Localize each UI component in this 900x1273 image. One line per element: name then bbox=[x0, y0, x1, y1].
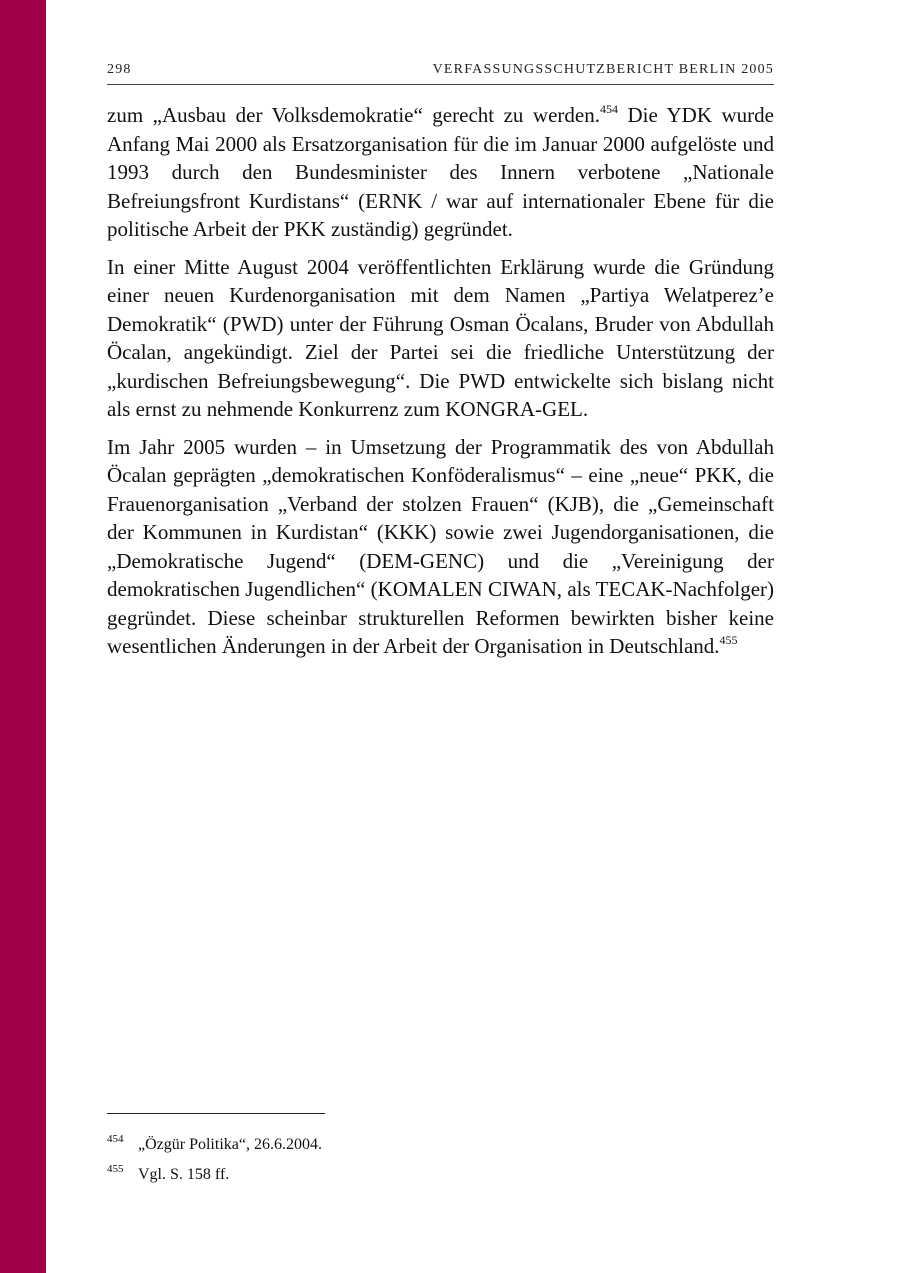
header-rule bbox=[107, 84, 774, 85]
paragraph-3-text: Im Jahr 2005 wurden – in Umsetzung der Programmatik des von Abdullah Öcalan geprägten „demokratischen Konföderalismus“ – eine „neue“ PKK, die Frauenorganisation „Verband der stolzen Frauen“ (KJB), die „Gemeinschaft der Kommunen in Kurdistan“ (KKK) sowie zwei Jugendorganisationen, die „Demokratische Jugend“ (DEM-GENC) und die „Vereinigung der demokratischen Jugendlichen“ (KOMALEN CIWAN, als TECAK-Nachfolger) gegründet. Diese scheinbar strukturellen Reformen bewirkten bisher keine wesentlichen Änderungen in der Arbeit der Organisation in Deutschland. bbox=[107, 434, 774, 658]
footnote-separator bbox=[107, 1113, 325, 1114]
page-edge-bar bbox=[0, 0, 46, 1273]
footnote-number: 455 bbox=[107, 1163, 124, 1175]
footnote-454 bbox=[107, 1135, 774, 1155]
running-header bbox=[107, 62, 774, 78]
footnote-455 bbox=[107, 1165, 774, 1185]
footnote-text: Vgl. S. 158 ff. bbox=[138, 1166, 230, 1183]
paragraph-3 bbox=[107, 433, 774, 661]
paragraph-2: In einer Mitte August 2004 veröffentlichten Erklärung wurde die Gründung einer neuen Kurdenorganisation mit dem Namen „Partiya Welatperez’e Demokratik“ (PWD) unter der Führung Osman Öcalans, Bruder von Abdullah Öcalan, angekündigt. Ziel der Partei sei die friedliche Unterstützung der „kurdischen Befreiungsbewegung“. Die PWD entwickelte sich bislang nicht als ernst zu nehmende Konkurrenz zum KONGRA-GEL. bbox=[107, 254, 774, 421]
footnote-ref-454[interactable]: 454 bbox=[599, 102, 618, 116]
footnote-ref-455[interactable]: 455 bbox=[719, 633, 738, 647]
body-text bbox=[107, 101, 774, 670]
running-title: VERFASSUNGSSCHUTZBERICHT BERLIN 2005 bbox=[432, 62, 774, 77]
footnote-text: „Özgür Politika“, 26.6.2004. bbox=[138, 1136, 322, 1153]
paragraph-1-text-a: zum „Ausbau der Volksdemokratie“ gerecht zu werden. bbox=[107, 103, 600, 127]
paragraph-1 bbox=[107, 101, 774, 244]
page-number: 298 bbox=[107, 62, 132, 77]
footnote-number: 454 bbox=[107, 1133, 124, 1145]
paragraph-1-text-b: Die YDK wurde Anfang Mai 2000 als Ersatzorganisation für die im Januar 2000 aufgelöste und 1993 durch den Bundesminister des Innern verbotene „Nationale Befreiungsfront Kurdistans“ (ERNK / war auf internationaler Ebene für die politische Arbeit der PKK zuständig) gegründet. bbox=[107, 103, 774, 241]
